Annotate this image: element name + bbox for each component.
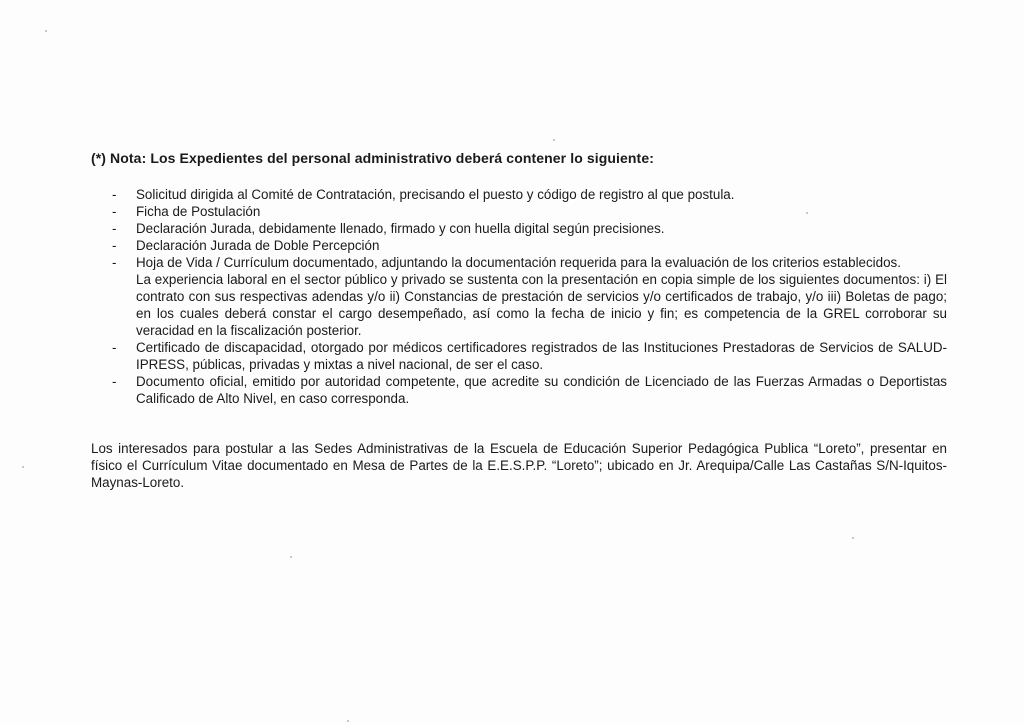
list-item-text: Solicitud dirigida al Comité de Contratación, precisando el puesto y código de registro al que postula. — [136, 187, 735, 202]
list-item — [91, 339, 947, 373]
list-item-text: Declaración Jurada, debidamente llenado, firmado y con huella digital según precisiones. — [136, 221, 665, 236]
list-item — [91, 237, 947, 254]
bullet-dash: - — [112, 340, 117, 355]
scan-speck — [290, 556, 292, 558]
list-item-text: Documento oficial, emitido por autoridad competente, que acredite su condición de Licenciado de las Fuerzas Armadas o Deportistas Calificado de Alto Nivel, en caso corresponda. — [136, 374, 947, 406]
bullet-dash: - — [112, 255, 117, 270]
scan-speck — [45, 30, 47, 32]
list-item — [91, 254, 947, 339]
bullet-dash: - — [112, 221, 117, 236]
closing-paragraph: Los interesados para postular a las Sedes Administrativas de la Escuela de Educación Superior Pedagógica Publica “Loreto”, presentar en físico el Currículum Vitae documentado en Mesa de Partes de la E.E.S.P.P. “Loreto”; ubicado en Jr. Arequipa/Calle Las Castañas S/N-Iquitos-Maynas-Loreto. — [91, 441, 947, 490]
list-item-text: Ficha de Postulación — [136, 204, 261, 219]
bullet-dash: - — [112, 204, 117, 219]
list-item — [91, 373, 947, 407]
scan-speck — [347, 720, 349, 722]
scan-speck — [22, 466, 24, 468]
scan-speck — [852, 537, 854, 539]
scan-speck — [553, 139, 555, 141]
bullet-dash: - — [112, 187, 117, 202]
bullet-dash: - — [112, 374, 117, 389]
list-item-text: Declaración Jurada de Doble Percepción — [136, 238, 380, 253]
list-item-text: Certificado de discapacidad, otorgado por médicos certificadores registrados de las Instituciones Prestadoras de Servicios de SALUD-IPRESS, públicas, privadas y mixtas a nivel nacional, de ser el caso. — [136, 340, 947, 372]
list-item-note: La experiencia laboral en el sector público y privado se sustenta con la presentación en copia simple de los siguientes documentos: i) El contrato con sus respectivas adendas y/o ii) Constancias de prestación de servicios y/o certificados de trabajo, y/o iii) Boletas de pago; en los cuales deberá constar el cargo desempeñado, así como la fecha de inicio y fin; es competencia de la GREL corroborar su veracidad en la fiscalización posterior. — [136, 272, 947, 338]
bullet-dash: - — [112, 238, 117, 253]
list-item — [91, 186, 947, 203]
list-item — [91, 220, 947, 237]
list-item — [91, 203, 947, 220]
requirements-list — [91, 186, 947, 407]
list-item-text: Hoja de Vida / Currículum documentado, adjuntando la documentación requerida para la evaluación de los criterios establecidos. — [136, 255, 901, 270]
note-heading: (*) Nota: Los Expedientes del personal administrativo deberá contener lo siguiente: — [91, 150, 654, 166]
